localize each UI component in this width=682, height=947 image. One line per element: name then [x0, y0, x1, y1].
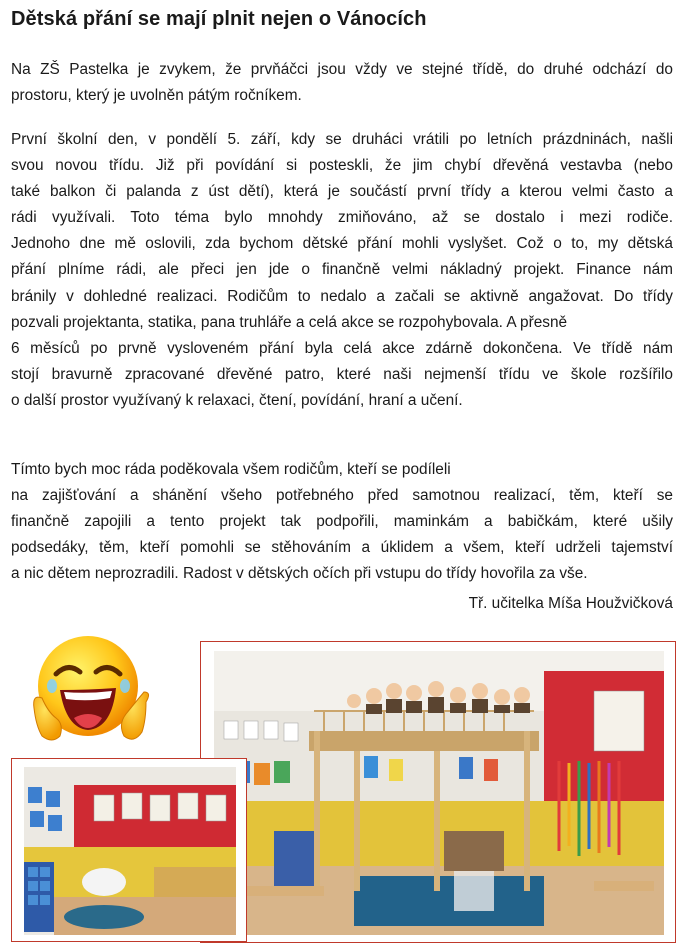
text-line: Jednoho dne mě oslovili, zda bychom dětské přání mohli vyslyšet. Což o to, my dětská [11, 235, 673, 253]
classroom-before-photo-image [24, 767, 236, 935]
text-line: rádi využívali. Toto téma bylo mnohdy zmiňováno, až se dostalo i mezi rodiče. [11, 209, 673, 227]
text-line: svou novou třídu. Již při povídání si posteskli, že jim chybí dřevěná vestavba (nebo [11, 157, 673, 175]
article-title: Dětská přání se mají plnit nejen o Vánocích [11, 8, 427, 30]
thanks-paragraph [11, 457, 673, 587]
text-line: První školní den, v pondělí 5. září, kdy se druháci vrátili po letních prázdninách, našli [11, 131, 673, 148]
text-line: Tímto bych moc ráda poděkovala všem rodičům, kteří se podíleli [11, 461, 451, 478]
classroom-before-photo [11, 758, 247, 942]
text-line: stojí bravurně zpracované dřevěné patro, které naši nejmenší třídu ve škole rozšířilo [11, 365, 673, 383]
text-line: 6 měsíců po prvně vysloveném přání byla celá akce zdárně dokončena. Ve třídě nám [11, 339, 673, 357]
text-line: na zajišťování a shánění všeho potřebného před samotnou realizací, těm, kteří se [11, 487, 673, 505]
signature: Tř. učitelka Míša Houžvičková [468, 595, 673, 612]
classroom-loft-with-children-photo [214, 651, 664, 935]
text-line: a nic dětem neprozradili. Radost v dětských očích při vstupu do třídy hovořila za vše. [11, 565, 588, 583]
laughing-emoji-icon [30, 632, 154, 753]
text-line: finančně zapojili a tento projekt tak podpořili, maminkám a babičkám, které ušily [11, 513, 673, 531]
classroom-loft-photo [200, 641, 676, 943]
intro-paragraph [11, 57, 673, 109]
text-line: přání plníme rádi, ale přeci jen jde o finančně velmi nákladný projekt. Finance nám [11, 261, 673, 279]
text-line: prostoru, který je uvolněn pátým ročníkem. [11, 87, 302, 105]
text-line: o další prostor využívaný k relaxaci, čtení, povídání, hraní a učení. [11, 391, 463, 409]
main-paragraph [11, 127, 673, 414]
text-line: pozvali projektanta, statika, pana truhláře a celá akce se rozpohybovala. A přesně [11, 313, 568, 331]
text-line: podsedáky, těm, kteří pomohli se stěhováním a úklidem a všem, kteří udrželi tajemství [11, 539, 673, 557]
text-line: Na ZŠ Pastelka je zvykem, že prvňáčci jsou vždy ve stejné třídě, do druhé odchází do [11, 61, 673, 78]
text-line: také balkon či palanda z úst dětí), která je součástí první třídy a kterou velmi často a [11, 183, 673, 201]
text-line: bránily v dohledné realizaci. Rodičům to nedalo a začali se aktivně angažovat. Do třídy [11, 287, 673, 305]
